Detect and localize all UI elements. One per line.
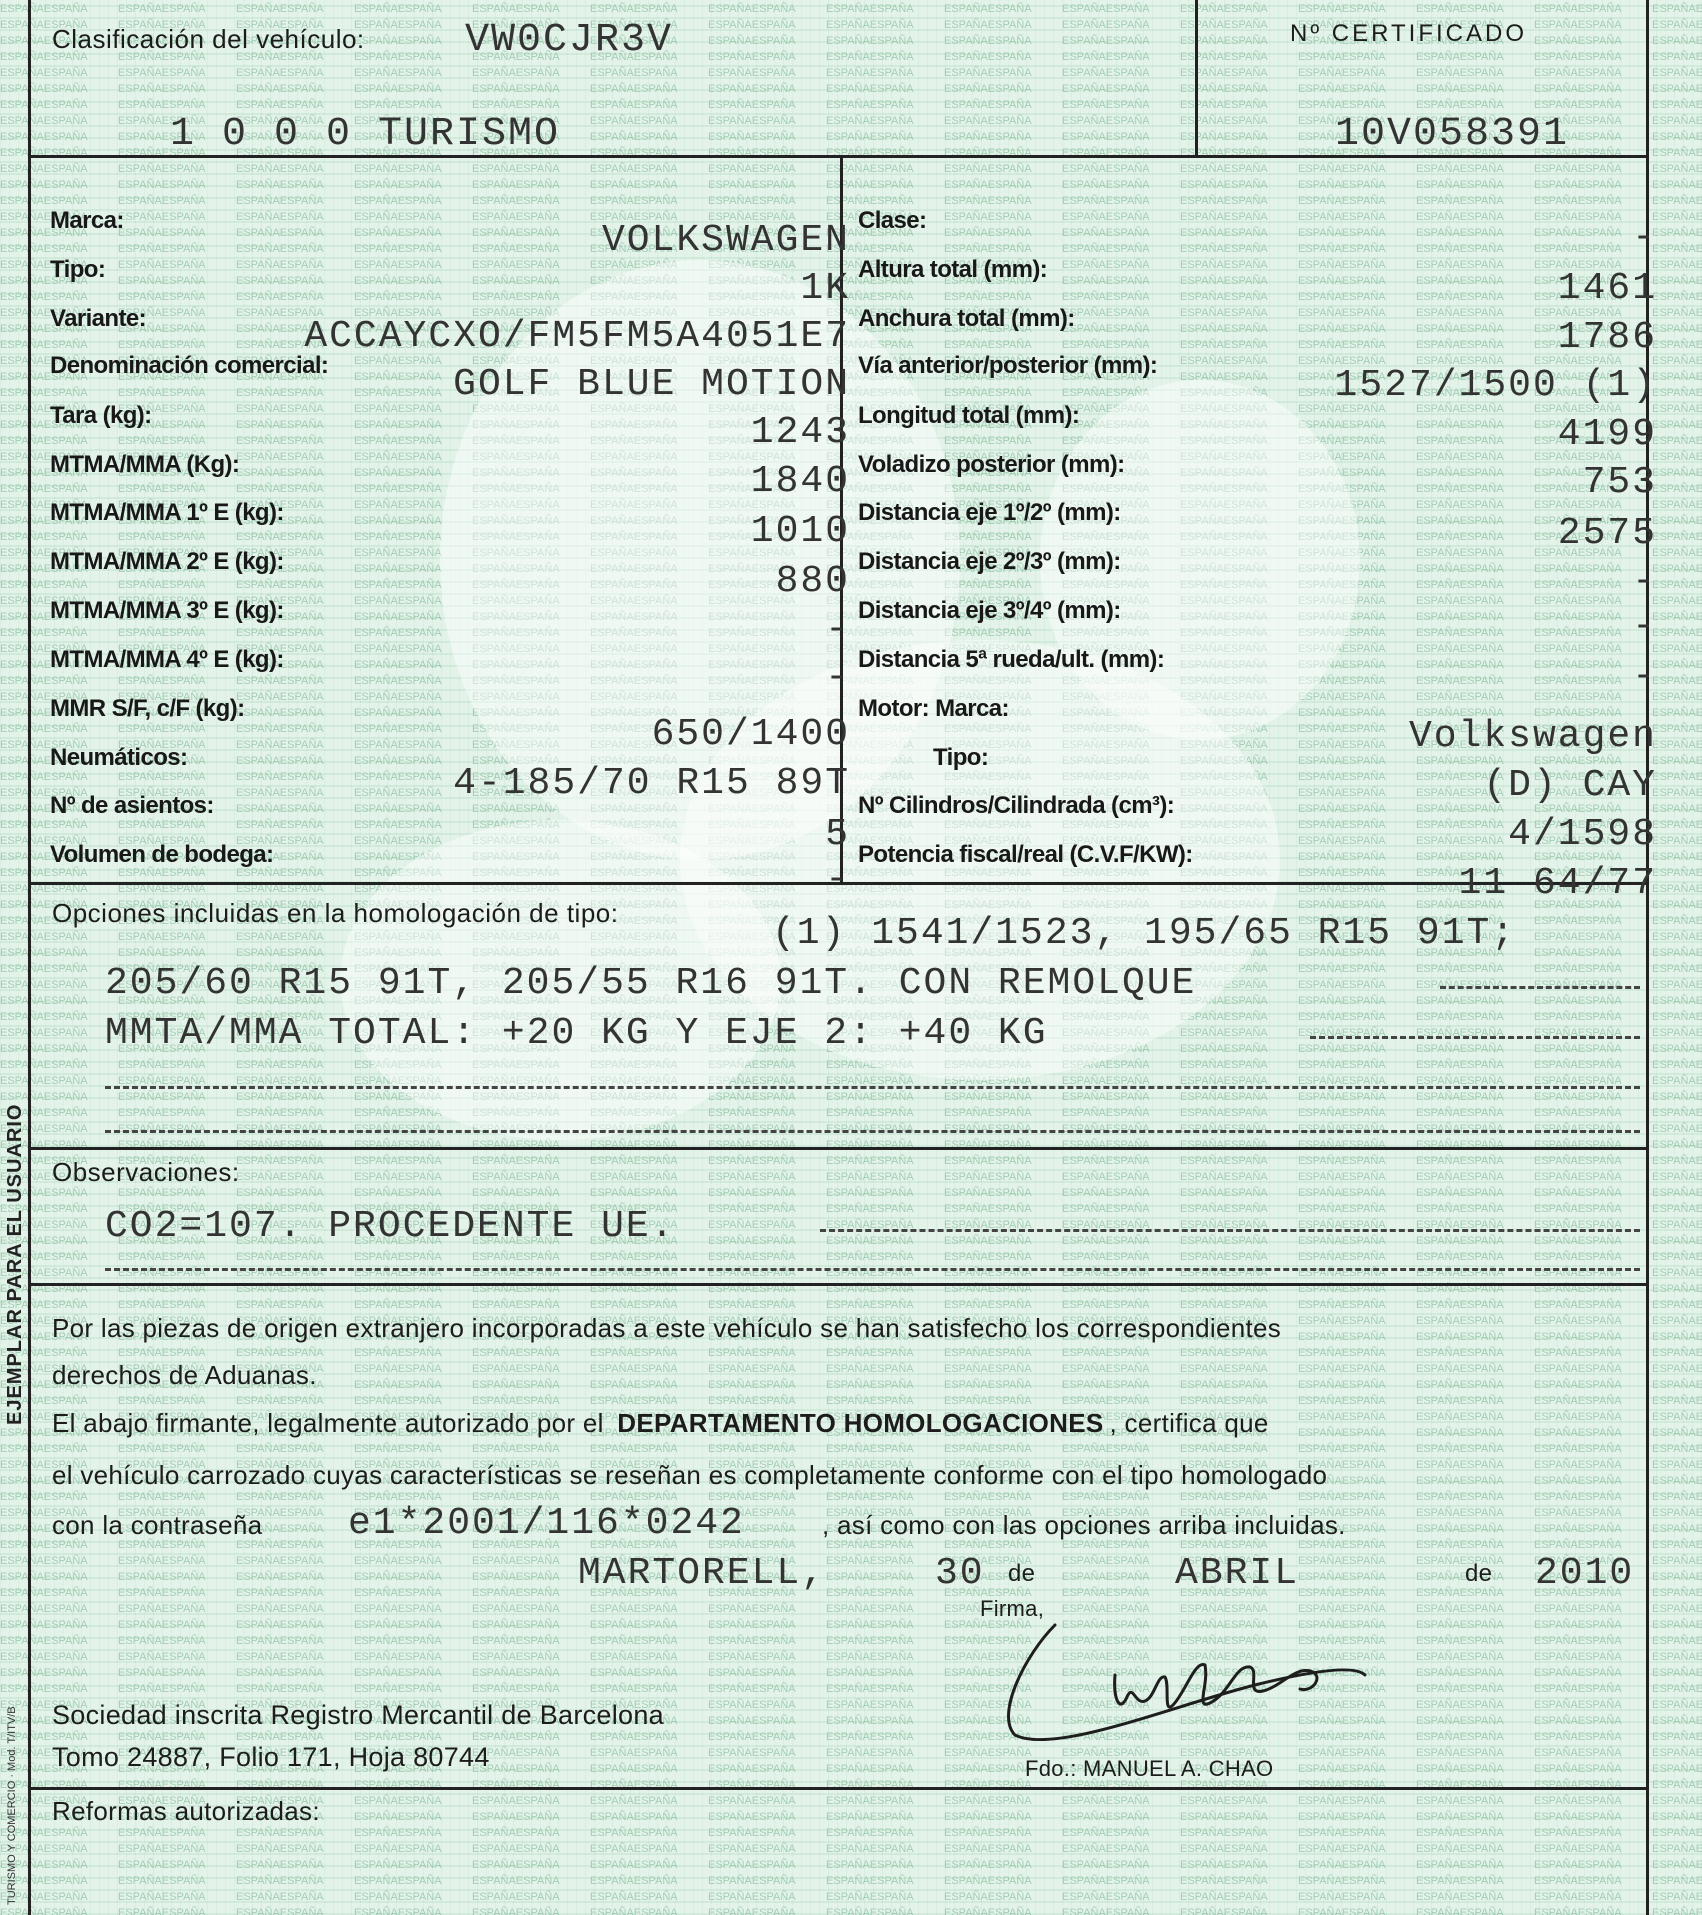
field-label-tipo: Tipo: (50, 256, 106, 283)
options-line-2-fill (1440, 986, 1640, 989)
field-label-mmr: MMR S/F, c/F (kg): (50, 695, 245, 722)
statement-line-3-post: , certifica que (1109, 1408, 1269, 1438)
field-label-marca: Marca: (50, 207, 124, 234)
field-value-anchura: 1786 (1557, 316, 1657, 359)
options-label: Opciones incluidas en la homologación de tipo: (52, 898, 619, 928)
field-value-via: 1527/1500 (1) (1334, 364, 1657, 407)
field-value-tara: 1243 (750, 411, 850, 454)
observations-label: Observaciones: (52, 1157, 240, 1187)
options-line-3: MMTA/MMA TOTAL: +20 KG Y EJE 2: +40 KG (105, 1012, 1048, 1055)
field-value-distancia-1-2: 2575 (1557, 512, 1657, 555)
field-label-mtma-1: MTMA/MMA 1º E (kg): (50, 499, 284, 526)
statement-line-3 (52, 1408, 1269, 1439)
field-label-motor-marca: Motor: Marca: (858, 695, 1009, 722)
cert-divider (1195, 0, 1198, 158)
statement-line-2: derechos de Aduanas. (52, 1360, 317, 1390)
signing-year: 2010 (1535, 1552, 1635, 1595)
statement-line-4: el vehículo carrozado cuyas características se reseñan es completamente conforme con el tipo homologado (52, 1460, 1328, 1490)
options-line-5-fill (105, 1130, 1640, 1133)
cert-number: 10V058391 (1335, 112, 1570, 157)
field-value-voladizo: 753 (1582, 461, 1657, 504)
field-value-potencia: 11 64/77 (1458, 862, 1657, 905)
options-bottom (28, 1147, 1649, 1150)
field-value-mtma-3: - (825, 608, 850, 651)
field-value-tipo: 1K (800, 267, 850, 310)
field-value-bodega: - (825, 858, 850, 901)
classification-label: Clasificación del vehículo: (52, 24, 365, 54)
field-value-mtma-2: 880 (775, 560, 850, 603)
field-label-variante: Variante: (50, 305, 146, 332)
field-value-marca: VOLKSWAGEN (601, 219, 850, 262)
cert-label: Nº CERTIFICADO (1290, 20, 1527, 47)
statement-line-3-pre: El abajo firmante, legalmente autorizado por el (52, 1408, 604, 1438)
field-value-neumaticos: 4-185/70 R15 89T (453, 762, 850, 805)
field-value-altura: 1461 (1557, 267, 1657, 310)
classification-code: VW0CJR3V (465, 18, 674, 63)
field-label-distancia-3-4: Distancia eje 3º/4º (mm): (858, 597, 1121, 624)
field-label-asientos: Nº de asientos: (50, 792, 214, 819)
signature (995, 1605, 1375, 1755)
field-value-clase: - (1632, 216, 1657, 259)
field-label-motor-tipo: Tipo: (933, 744, 989, 771)
homologation-code: e1*2001/116*0242 (348, 1502, 745, 1545)
field-value-distancia-3-4: - (1632, 605, 1657, 648)
field-label-mtma-3: MTMA/MMA 3º E (kg): (50, 597, 284, 624)
field-label-potencia: Potencia fiscal/real (C.V.F/KW): (858, 841, 1193, 868)
statement-line-5-pre: con la contraseña (52, 1510, 263, 1540)
copy-label: EJEMPLAR PARA EL USUARIO (4, 1103, 26, 1425)
category-line: 1 0 0 0 TURISMO (170, 112, 561, 157)
observations-fill (820, 1229, 1640, 1232)
options-line-4-fill (105, 1086, 1640, 1089)
options-line-1: (1) 1541/1523, 195/65 R15 91T; (772, 912, 1517, 955)
field-label-clase: Clase: (858, 207, 927, 234)
frame-left (28, 0, 31, 1915)
firma-label: Firma, (980, 1596, 1045, 1621)
field-value-asientos: 5 (825, 813, 850, 856)
field-label-anchura: Anchura total (mm): (858, 305, 1075, 332)
field-value-mtma-1: 1010 (750, 510, 850, 553)
options-line-2: 205/60 R15 91T, 205/55 R16 91T. CON REMOLQUE (105, 962, 1197, 1005)
field-value-mmr: 650/1400 (651, 713, 850, 756)
signing-month: ABRIL (1175, 1552, 1300, 1595)
field-label-neumaticos: Neumáticos: (50, 744, 188, 771)
field-value-motor-tipo: (D) CAY (1483, 764, 1657, 807)
field-label-via: Vía anterior/posterior (mm): (858, 352, 1158, 379)
registry-line-2: Tomo 24887, Folio 171, Hoja 80744 (52, 1742, 490, 1772)
registry-line-1: Sociedad inscrita Registro Mercantil de Barcelona (52, 1700, 664, 1730)
field-label-voladizo: Voladizo posterior (mm): (858, 451, 1125, 478)
statement-line-1: Por las piezas de origen extranjero incorporadas a este vehículo se han satisfecho los correspondientes (52, 1313, 1282, 1343)
signing-day: 30 (935, 1552, 985, 1595)
field-value-variante: ACCAYCXO/FM5FM5A4051E7 (304, 315, 850, 358)
field-label-longitud: Longitud total (mm): (858, 402, 1080, 429)
registry-bottom (28, 1787, 1649, 1790)
statement-line-5-post: , así como con las opciones arriba incluidas. (822, 1510, 1346, 1540)
reforms-label: Reformas autorizadas: (52, 1796, 320, 1826)
observations-fill-2 (105, 1268, 1640, 1271)
field-label-mtma-2: MTMA/MMA 2º E (kg): (50, 548, 284, 575)
signing-place: MARTORELL, (578, 1552, 827, 1595)
form-code: TURISMO Y COMERCIO · Mod. T/ITV/B (6, 1706, 18, 1905)
field-label-distancia-5a: Distancia 5ª rueda/ult. (mm): (858, 646, 1165, 673)
field-value-cilindros: 4/1598 (1508, 813, 1657, 856)
field-label-denominacion: Denominación comercial: (50, 352, 329, 379)
field-label-tara: Tara (kg): (50, 402, 152, 429)
field-value-distancia-2-3: - (1632, 560, 1657, 603)
signer-name: Fdo.: MANUEL A. CHAO (1025, 1756, 1274, 1781)
field-label-cilindros: Nº Cilindros/Cilindrada (cm³): (858, 792, 1175, 819)
signing-de-1: de (1008, 1560, 1036, 1587)
field-label-mtma: MTMA/MMA (Kg): (50, 451, 240, 478)
field-value-mtma-4: - (825, 656, 850, 699)
field-value-longitud: 4199 (1557, 413, 1657, 456)
field-value-distancia-5a: - (1632, 655, 1657, 698)
field-value-motor-marca: Volkswagen (1408, 715, 1657, 758)
field-value-mtma: 1840 (750, 460, 850, 503)
field-label-distancia-2-3: Distancia eje 2º/3º (mm): (858, 548, 1121, 575)
options-line-3-fill (1310, 1036, 1640, 1039)
field-label-mtma-4: MTMA/MMA 4º E (kg): (50, 646, 284, 673)
field-label-bodega: Volumen de bodega: (50, 841, 274, 868)
field-label-altura: Altura total (mm): (858, 256, 1048, 283)
field-value-denominacion: GOLF BLUE MOTION (453, 363, 850, 406)
observations-bottom (28, 1283, 1649, 1286)
field-label-distancia-1-2: Distancia eje 1º/2º (mm): (858, 499, 1121, 526)
signing-de-2: de (1465, 1560, 1493, 1587)
department-name: DEPARTAMENTO HOMOLOGACIONES (617, 1408, 1104, 1438)
observations-text: CO2=107. PROCEDENTE UE. (105, 1205, 676, 1248)
